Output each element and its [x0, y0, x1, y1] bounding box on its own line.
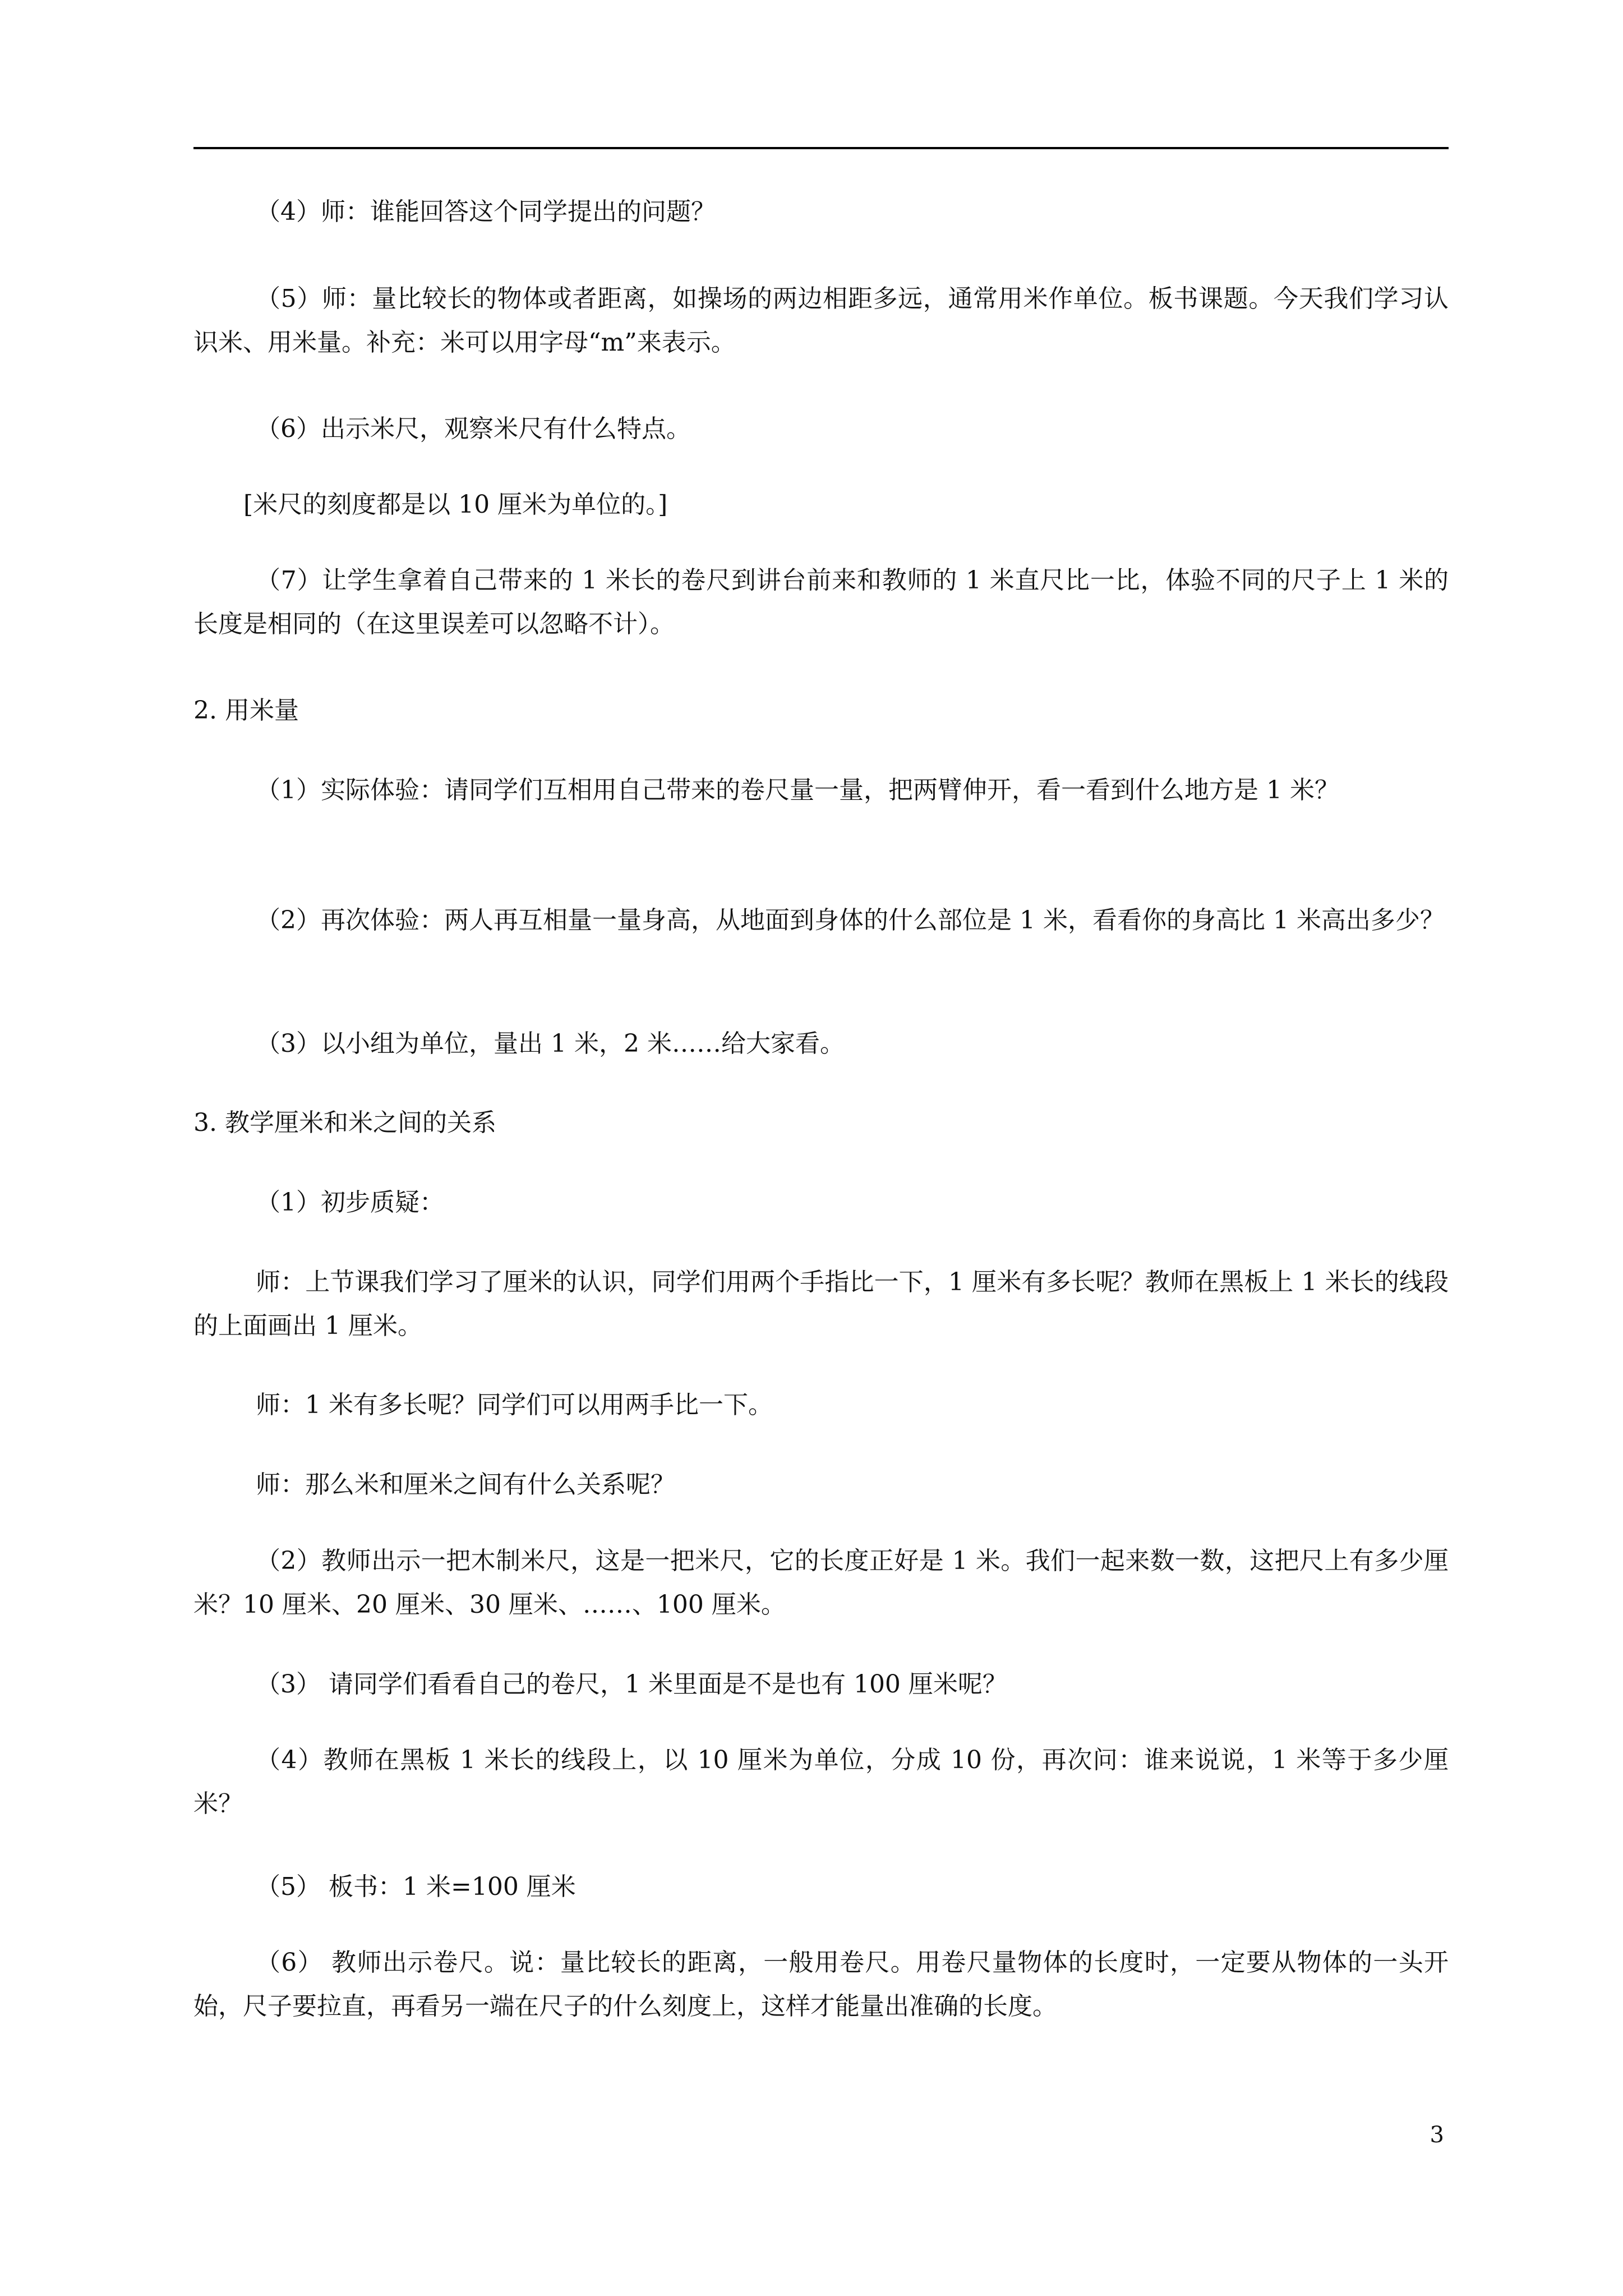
paragraph-5-topic-intro: （5）师：量比较长的物体或者距离，如操场的两边相距多远，通常用米作单位。板书课题。今天我们学习认识米、用米量。补充：米可以用字母“m”来表示。: [193, 284, 1449, 357]
paragraph-5-board-note: （5） 板书：1 米=100 厘米: [256, 1872, 576, 1901]
paragraph-3-group-measure: （3）以小组为单位，量出 1 米，2 米……给大家看。: [256, 1029, 845, 1058]
paragraph-2-wooden-ruler: （2）教师出示一把木制米尺，这是一把米尺，它的长度正好是 1 米。我们一起来数一数，这把尺上有多少厘米？10 厘米、20 厘米、30 厘米、……、100 厘米。: [193, 1547, 1449, 1619]
paragraph-4-teacher-question: （4）师：谁能回答这个同学提出的问题？: [256, 197, 716, 226]
paragraph-6-show-ruler: （6）出示米尺，观察米尺有什么特点。: [256, 415, 691, 443]
paragraph-2-height: （2）再次体验：两人再互相量一量身高，从地面到身体的什么部位是 1 米，看看你的身高比 1 米高出多少？: [256, 906, 1445, 935]
paragraph-ruler-note: [米尺的刻度都是以 10 厘米为单位的。]: [243, 490, 668, 519]
paragraph-6-tape-measure: （6） 教师出示卷尺。说：量比较长的距离，一般用卷尺。用卷尺量物体的长度时，一定要从物体的一头开始，尺子要拉直，再看另一端在尺子的什么刻度上，这样才能量出准确的长度。: [193, 1948, 1449, 2021]
page-number: 3: [1430, 2122, 1444, 2148]
paragraph-1-initial-question: （1）初步质疑：: [256, 1188, 444, 1217]
paragraph-3-tape-check: （3） 请同学们看看自己的卷尺，1 米里面是不是也有 100 厘米呢？: [256, 1670, 1007, 1699]
paragraph-teacher-one-meter: 师：1 米有多长呢？同学们可以用两手比一下。: [256, 1391, 773, 1419]
section-heading-cm-and-m: 3. 教学厘米和米之间的关系: [193, 1108, 496, 1137]
paragraph-4-ten-parts: （4）教师在黑板 1 米长的线段上，以 10 厘米为单位，分成 10 份，再次问：谁来说说，1 米等于多少厘米？: [193, 1746, 1449, 1818]
paragraph-1-arm-span: （1）实际体验：请同学们互相用自己带来的卷尺量一量，把两臂伸开，看一看到什么地方是 1 米？: [256, 776, 1339, 804]
paragraph-7-compare-rulers: （7）让学生拿着自己带来的 1 米长的卷尺到讲台前来和教师的 1 米直尺比一比，体验不同的尺子上 1 米的长度是相同的（在这里误差可以忽略不计）。: [193, 566, 1449, 638]
paragraph-teacher-relation: 师：那么米和厘米之间有什么关系呢？: [256, 1470, 675, 1499]
paragraph-teacher-centimeter: 师：上节课我们学习了厘米的认识，同学们用两个手指比一下，1 厘米有多长呢？教师在黑板上 1 米长的线段的上面画出 1 厘米。: [193, 1268, 1449, 1340]
section-heading-measure-with-meter: 2. 用米量: [193, 696, 299, 725]
header-rule: [193, 147, 1449, 149]
